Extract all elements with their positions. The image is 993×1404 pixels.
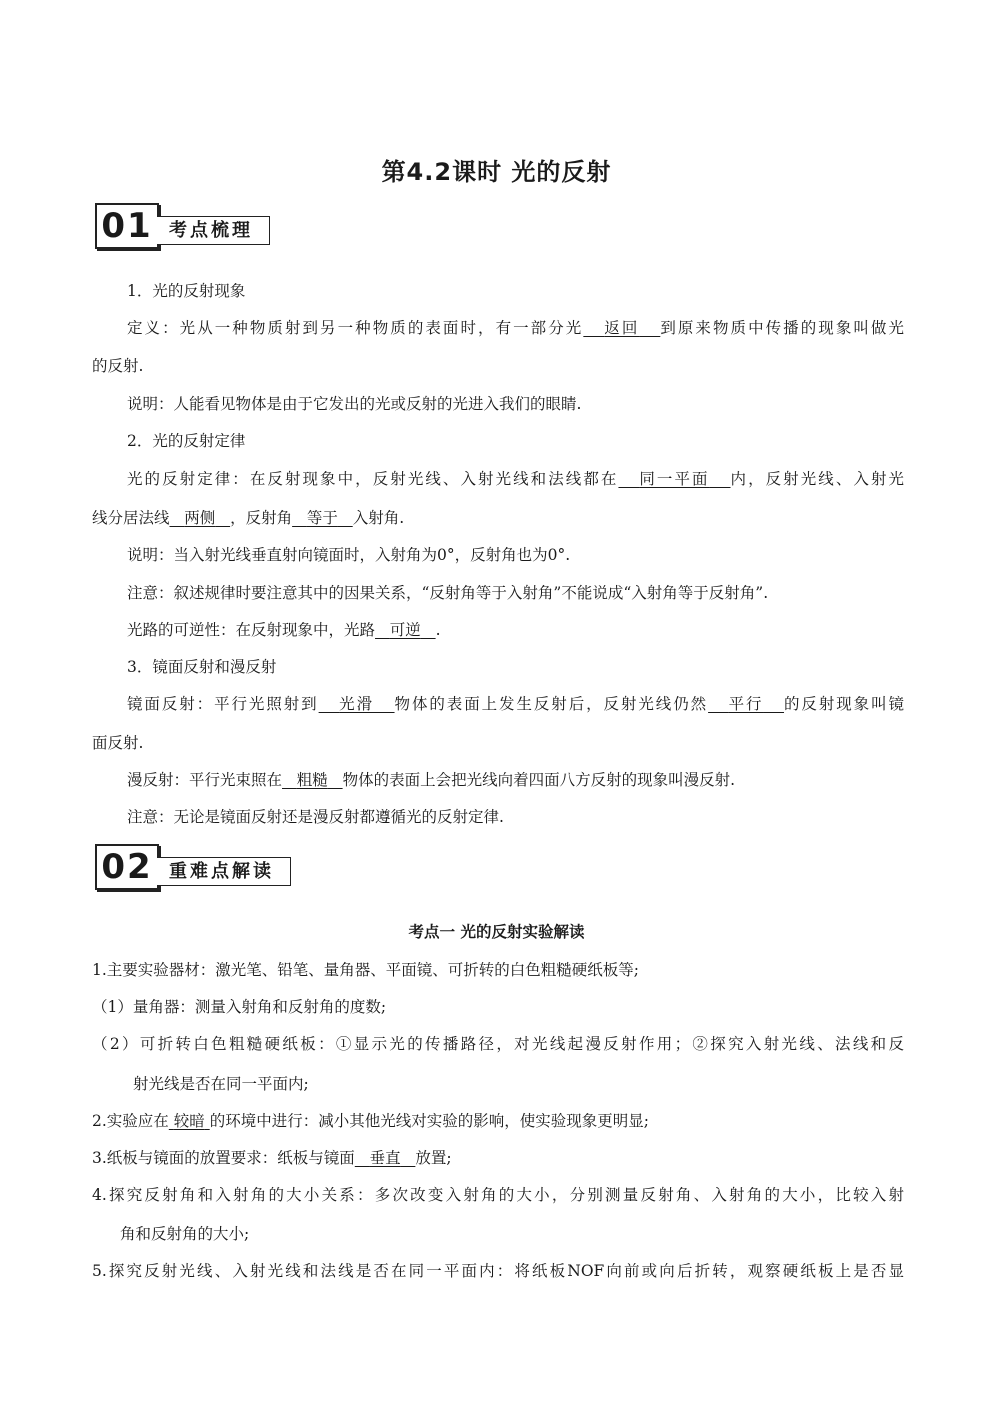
- definition-line: 定义：光从一种物质射到另一种物质的表面时，有一部分光 返回 到原来物质中传播的现象叫做光: [127, 319, 904, 337]
- section-number: 02: [95, 844, 159, 890]
- fill-blank: 同一平面: [639, 470, 710, 488]
- fill-blank: 可逆: [389, 621, 421, 639]
- definition-line-cont: 的反射.: [92, 357, 144, 375]
- note-line: 说明：当入射光线垂直射向镜面时，入射角为0°，反射角也为0°.: [127, 546, 571, 564]
- list-item: 5.探究反射光线、入射光线和法线是否在同一平面内：将纸板NOF向前或向后折转，观察硬纸板上是否显: [92, 1262, 904, 1280]
- list-item-cont: 角和反射角的大小;: [120, 1225, 250, 1243]
- fill-blank: 粗糙: [296, 771, 328, 789]
- section-number: 01: [95, 203, 159, 249]
- heading-specular-diffuse: 3．镜面反射和漫反射: [127, 658, 277, 676]
- list-item: 3.纸板与镜面的放置要求：纸板与镜面 垂直 放置;: [92, 1149, 452, 1167]
- note-line: 注意：无论是镜面反射还是漫反射都遵循光的反射定律.: [127, 808, 504, 826]
- fill-blank: 平行: [728, 695, 764, 713]
- list-item: 1.主要实验器材：激光笔、铅笔、量角器、平面镜、可折转的白色粗糙硬纸板等;: [92, 961, 640, 979]
- list-item: （2）可折转白色粗糙硬纸板：①显示光的传播路径，对光线起漫反射作用；②探究入射光线、法线和反: [92, 1035, 904, 1053]
- fill-blank: 等于: [306, 509, 338, 527]
- list-item: （1）量角器：测量入射角和反射角的度数;: [92, 998, 387, 1016]
- law-line-cont: 线分居法线 两侧 ，反射角 等于 入射角.: [92, 509, 405, 527]
- page-title: 第4.2课时 光的反射: [381, 158, 612, 186]
- fill-blank: 返回: [604, 319, 640, 337]
- section-label: 重难点解读: [157, 857, 291, 886]
- fill-blank: 垂直: [369, 1149, 401, 1167]
- specular-line: 镜面反射：平行光照射到 光滑 物体的表面上发生反射后，反射光线仍然 平行 的反射现象叫镜: [127, 695, 905, 713]
- note-line: 说明：人能看见物体是由于它发出的光或反射的光进入我们的眼睛.: [127, 395, 582, 413]
- heading-reflection-phenomenon: 1．光的反射现象: [127, 282, 246, 300]
- list-item: 4.探究反射角和入射角的大小关系：多次改变入射角的大小，分别测量反射角、入射角的大小，比较入射: [92, 1186, 904, 1204]
- law-line: 光的反射定律：在反射现象中，反射光线、入射光线和法线都在 同一平面 内，反射光线、入射光: [127, 470, 904, 488]
- fill-blank: 较暗: [173, 1112, 205, 1130]
- diffuse-line: 漫反射：平行光束照在 粗糙 物体的表面上会把光线向着四面八方反射的现象叫漫反射.: [127, 771, 736, 789]
- reversibility-line: 光路的可逆性：在反射现象中，光路 可逆 .: [127, 621, 441, 639]
- list-item-cont: 射光线是否在同一平面内;: [133, 1075, 309, 1093]
- fill-blank: 两侧: [184, 509, 216, 527]
- subtopic-title: 考点一 光的反射实验解读: [408, 922, 585, 941]
- heading-reflection-law: 2．光的反射定律: [127, 432, 246, 450]
- list-item: 2.实验应在 较暗 的环境中进行：减小其他光线对实验的影响，使实验现象更明显;: [92, 1112, 649, 1130]
- section-label: 考点梳理: [157, 216, 270, 245]
- note-line: 注意：叙述规律时要注意其中的因果关系，“反射角等于入射角”不能说成“入射角等于反射角”.: [127, 584, 769, 602]
- specular-line-cont: 面反射.: [92, 734, 144, 752]
- fill-blank: 光滑: [339, 695, 374, 713]
